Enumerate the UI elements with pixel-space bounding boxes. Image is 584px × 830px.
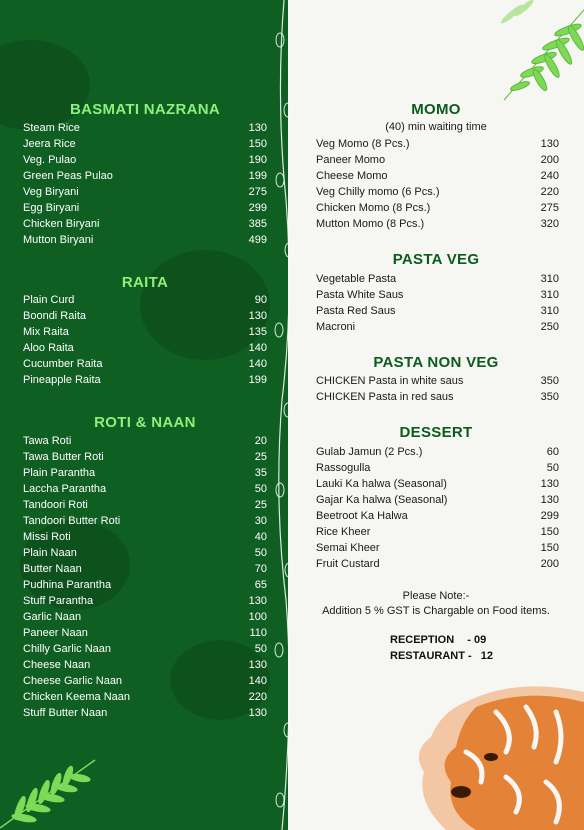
menu-item-name: Veg Chilly momo (6 Pcs.)	[316, 186, 440, 198]
menu-item-price: 20	[254, 435, 267, 447]
menu-item-price: 130	[540, 494, 559, 506]
right-panel	[288, 0, 584, 830]
menu-item-name: Green Peas Pulao	[23, 170, 113, 182]
menu-item-price: 250	[540, 321, 559, 333]
menu-item-price: 65	[254, 579, 267, 591]
dessert-list	[316, 444, 559, 572]
menu-item-name: Stuff Butter Naan	[23, 707, 108, 719]
menu-item	[23, 200, 267, 216]
contact-restaurant	[390, 650, 493, 662]
menu-item	[23, 465, 267, 481]
menu-item-price: 50	[254, 547, 267, 559]
menu-item	[23, 641, 267, 657]
menu-item-name: Veg Momo (8 Pcs.)	[316, 138, 410, 150]
menu-item-price: 130	[540, 138, 559, 150]
menu-item	[23, 340, 267, 356]
pasta-veg-list	[316, 271, 559, 335]
menu-item-price: 350	[540, 391, 559, 403]
menu-item-name: Cheese Naan	[23, 659, 91, 671]
menu-item-name: Tawa Roti	[23, 435, 72, 447]
menu-item-name: Steam Rice	[23, 122, 80, 134]
menu-item-name: Tandoori Roti	[23, 499, 88, 511]
menu-item-name: Missi Roti	[23, 531, 71, 543]
menu-item-price: 320	[540, 218, 559, 230]
menu-item	[23, 529, 267, 545]
left-panel	[0, 0, 290, 830]
menu-item	[23, 324, 267, 340]
contact-label: RESTAURANT -	[390, 650, 472, 662]
section-title-basmati: BASMATI NAZRANA	[69, 101, 221, 118]
menu-item	[23, 593, 267, 609]
menu-item	[316, 524, 559, 540]
menu-item-price: 240	[540, 170, 559, 182]
menu-item-price: 220	[248, 691, 267, 703]
section-title-raita: RAITA	[121, 274, 169, 291]
menu-item-name: Gulab Jamun (2 Pcs.)	[316, 446, 423, 458]
menu-item	[23, 184, 267, 200]
menu-item-price: 60	[546, 446, 559, 458]
menu-item	[316, 460, 559, 476]
menu-item-name: Veg Biryani	[23, 186, 79, 198]
momo-list	[316, 136, 559, 232]
contact-label: RECEPTION	[390, 634, 455, 646]
menu-item	[23, 497, 267, 513]
menu-item	[23, 449, 267, 465]
menu-item	[23, 609, 267, 625]
menu-item-name: Mix Raita	[23, 326, 69, 338]
menu-item-name: Chicken Biryani	[23, 218, 100, 230]
menu-item-price: 90	[254, 294, 267, 306]
menu-item	[23, 356, 267, 372]
menu-item-price: 130	[248, 122, 267, 134]
menu-item-name: Plain Naan	[23, 547, 77, 559]
menu-item-price: 100	[248, 611, 267, 623]
please-note-heading: Please Note:-	[402, 590, 470, 602]
menu-item-price: 150	[540, 526, 559, 538]
menu-item-name: Chicken Keema Naan	[23, 691, 131, 703]
menu-item-name: Paneer Momo	[316, 154, 386, 166]
menu-item	[316, 508, 559, 524]
menu-item-price: 25	[254, 451, 267, 463]
menu-item	[316, 444, 559, 460]
menu-item-name: Fruit Custard	[316, 558, 380, 570]
menu-item-price: 310	[540, 273, 559, 285]
menu-item-name: Plain Curd	[23, 294, 75, 306]
menu-item-price: 499	[248, 234, 267, 246]
menu-item-name: Veg. Pulao	[23, 154, 77, 166]
menu-item-price: 350	[540, 375, 559, 387]
menu-item-price: 110	[249, 627, 267, 639]
menu-item-price: 310	[540, 289, 559, 301]
menu-item	[23, 705, 267, 721]
menu-item-price: 200	[540, 154, 559, 166]
menu-item-price: 130	[248, 707, 267, 719]
menu-item-name: Pudhina Parantha	[23, 579, 112, 591]
menu-item	[316, 492, 559, 508]
menu-item	[23, 136, 267, 152]
menu-item-name: Macroni	[316, 321, 356, 333]
menu-item-name: Tawa Butter Roti	[23, 451, 104, 463]
menu-item-name: Rice Kheer	[316, 526, 371, 538]
menu-item	[316, 373, 559, 389]
menu-item	[316, 303, 559, 319]
raita-list	[23, 292, 267, 388]
menu-item-name: Laccha Parantha	[23, 483, 107, 495]
menu-item	[23, 120, 267, 136]
vine-divider-icon	[272, 0, 296, 830]
menu-item	[316, 271, 559, 287]
contact-number: - 09	[467, 634, 487, 646]
contact-reception	[390, 634, 486, 646]
menu-item	[316, 389, 559, 405]
menu-item	[23, 689, 267, 705]
menu-item-name: Egg Biryani	[23, 202, 80, 214]
menu-item-name: Cheese Momo	[316, 170, 388, 182]
menu-item-price: 30	[254, 515, 267, 527]
menu-item-price: 190	[248, 154, 267, 166]
menu-item-name: Lauki Ka halwa (Seasonal)	[316, 478, 447, 490]
menu-item	[316, 540, 559, 556]
menu-item-price: 385	[248, 218, 267, 230]
menu-item-name: Pasta Red Saus	[316, 305, 396, 317]
menu-item-name: Plain Parantha	[23, 467, 96, 479]
menu-item-name: Jeera Rice	[23, 138, 76, 150]
menu-item	[23, 292, 267, 308]
menu-item	[316, 287, 559, 303]
menu-item	[316, 152, 559, 168]
menu-item-name: Vegetable Pasta	[316, 273, 397, 285]
menu-item-price: 299	[540, 510, 559, 522]
menu-item-name: Rassogulla	[316, 462, 371, 474]
menu-item-name: Garlic Naan	[23, 611, 82, 623]
menu-item-price: 70	[254, 563, 267, 575]
menu-item-name: Mutton Biryani	[23, 234, 94, 246]
menu-item	[316, 136, 559, 152]
menu-item-name: Semai Kheer	[316, 542, 380, 554]
fern-leaf-icon	[0, 750, 110, 830]
menu-item-name: CHICKEN Pasta in white saus	[316, 375, 464, 387]
menu-item-name: Gajar Ka halwa (Seasonal)	[316, 494, 448, 506]
section-title-momo: MOMO	[411, 101, 461, 118]
menu-item-name: Stuff Parantha	[23, 595, 94, 607]
menu-item-price: 35	[254, 467, 267, 479]
menu-item-price: 220	[540, 186, 559, 198]
menu-item	[23, 577, 267, 593]
menu-item-price: 140	[248, 342, 267, 354]
menu-item-price: 130	[248, 659, 267, 671]
menu-item-price: 310	[540, 305, 559, 317]
menu-item-price: 275	[248, 186, 267, 198]
menu-item-name: Butter Naan	[23, 563, 82, 575]
fern-leaf-icon	[484, 0, 584, 110]
pasta-nonveg-list	[316, 373, 559, 405]
section-title-roti: ROTI & NAAN	[94, 414, 196, 431]
basmati-list	[23, 120, 267, 248]
tiger-illustration-icon	[406, 682, 584, 830]
menu-item-price: 135	[248, 326, 267, 338]
menu-item	[23, 673, 267, 689]
menu-item	[23, 308, 267, 324]
menu-item-name: Beetroot Ka Halwa	[316, 510, 408, 522]
menu-item-price: 130	[248, 310, 267, 322]
menu-item-name: Cucumber Raita	[23, 358, 103, 370]
menu-item	[23, 372, 267, 388]
menu-item-name: Pineapple Raita	[23, 374, 101, 386]
menu-item-name: CHICKEN Pasta in red saus	[316, 391, 454, 403]
menu-item-name: Chilly Garlic Naan	[23, 643, 112, 655]
menu-item-price: 299	[248, 202, 267, 214]
menu-item	[23, 561, 267, 577]
menu-item	[23, 657, 267, 673]
menu-item-price: 199	[248, 170, 267, 182]
menu-item-price: 25	[254, 499, 267, 511]
menu-item	[316, 184, 559, 200]
menu-item	[23, 152, 267, 168]
menu-item	[316, 319, 559, 335]
menu-item-price: 130	[540, 478, 559, 490]
gst-note: Addition 5 % GST is Chargable on Food items.	[322, 605, 550, 617]
menu-item-price: 150	[540, 542, 559, 554]
roti-list	[23, 433, 267, 721]
menu-item-name: Cheese Garlic Naan	[23, 675, 123, 687]
menu-item-price: 200	[540, 558, 559, 570]
menu-item	[23, 513, 267, 529]
menu-item	[23, 216, 267, 232]
menu-item	[23, 545, 267, 561]
menu-item-name: Mutton Momo (8 Pcs.)	[316, 218, 425, 230]
menu-item-name: Chicken Momo (8 Pcs.)	[316, 202, 431, 214]
menu-item-price: 40	[254, 531, 267, 543]
section-title-pasta-nonveg: PASTA NON VEG	[373, 354, 499, 371]
menu-item-price: 130	[248, 595, 267, 607]
momo-waiting-note: (40) min waiting time	[385, 121, 487, 133]
menu-item-price: 150	[248, 138, 267, 150]
menu-item	[316, 476, 559, 492]
menu-item-name: Pasta White Saus	[316, 289, 404, 301]
menu-item-name: Tandoori Butter Roti	[23, 515, 121, 527]
menu-item	[23, 481, 267, 497]
menu-item-price: 140	[248, 358, 267, 370]
menu-item-price: 140	[248, 675, 267, 687]
menu-item	[23, 168, 267, 184]
menu-item	[23, 625, 267, 641]
section-title-pasta-veg: PASTA VEG	[392, 251, 480, 268]
menu-item-name: Paneer Naan	[23, 627, 88, 639]
menu-item	[316, 200, 559, 216]
menu-item-name: Boondi Raita	[23, 310, 86, 322]
menu-item	[316, 556, 559, 572]
menu-item	[23, 433, 267, 449]
menu-item	[316, 168, 559, 184]
menu-item-price: 275	[540, 202, 559, 214]
section-title-dessert: DESSERT	[399, 424, 473, 441]
menu-item-price: 50	[254, 643, 267, 655]
menu-item	[23, 232, 267, 248]
contact-number: 12	[480, 650, 493, 662]
menu-item-name: Aloo Raita	[23, 342, 74, 354]
menu-item-price: 50	[254, 483, 267, 495]
menu-item-price: 50	[546, 462, 559, 474]
menu-item-price: 199	[248, 374, 267, 386]
menu-item	[316, 216, 559, 232]
